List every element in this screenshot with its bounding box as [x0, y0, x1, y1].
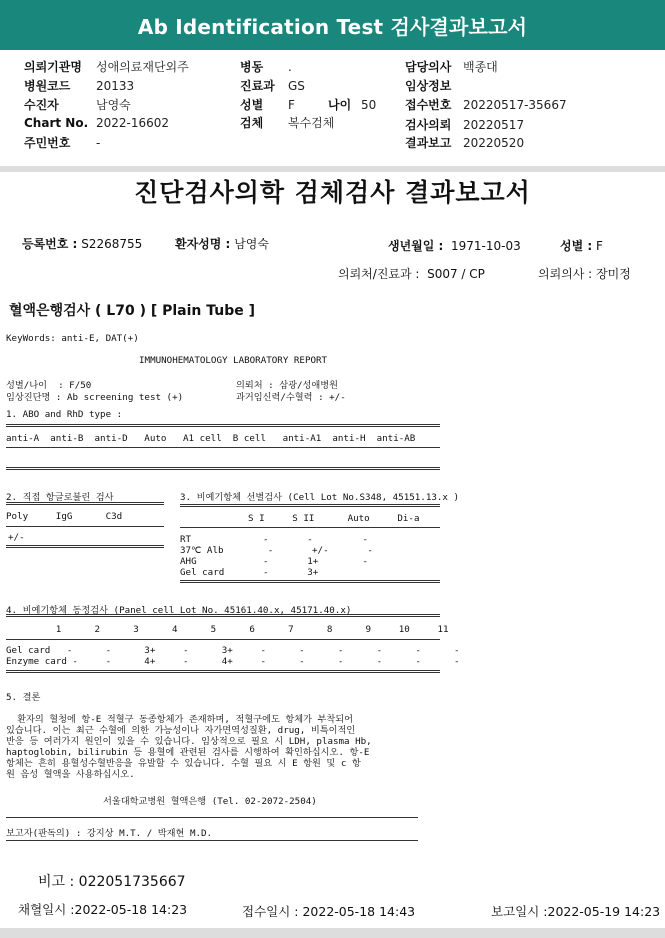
- doctor-row: [405, 58, 498, 75]
- reg-value: S2268755: [81, 237, 143, 251]
- note: [38, 871, 186, 891]
- conclusion-line: haptoglobin, bilirubin 등 용혈에 관련된 검사를 시행하여 확인하십시오. 항-E: [6, 747, 370, 758]
- rrn-row: [24, 134, 100, 151]
- panel-row: Gel card - - 3+ - 3+ - - - - - -: [6, 645, 460, 656]
- dat-header: Poly IgG C3d: [6, 511, 123, 522]
- conclusion-line: 반응 등 여러가지 원인이 있을 수 있습니다. 임상적으로 필요 시 LDH, plasma Hb,: [6, 736, 372, 747]
- reporter: 보고자(판독의) : 강지상 M.T. / 박재현 M.D.: [6, 828, 213, 839]
- receipt-row: [405, 96, 567, 113]
- rule: [180, 504, 440, 507]
- dat-value: +/-: [8, 532, 25, 543]
- pregnancy-transfusion-history: 과거임신력/수혈력 : +/-: [236, 392, 346, 403]
- rule: [6, 817, 418, 818]
- patient-value: 남영숙: [96, 98, 131, 112]
- rule: [6, 614, 440, 617]
- age-value: 50: [361, 98, 377, 112]
- rdept-label: 의뢰처/진료과 :: [338, 267, 420, 281]
- rule: [6, 639, 440, 640]
- hospital-code-label: 병원코드: [24, 79, 71, 93]
- report-title: 진단검사의학 검체검사 결과보고서: [134, 178, 531, 207]
- receipt-value: 20220517-35667: [463, 98, 567, 112]
- rule: [6, 840, 418, 841]
- patient-row: [24, 96, 131, 113]
- patient-label: 수진자: [24, 98, 59, 112]
- section-2-title: 2. 직접 항글로불린 검사: [6, 492, 114, 503]
- registration-number: [22, 235, 142, 252]
- bottom-bar: [0, 928, 665, 938]
- clinical-diagnosis: 임상진단명 : Ab screening test (+): [6, 392, 184, 403]
- doctor-value: 백종대: [463, 60, 498, 74]
- clinical-row: [405, 77, 463, 94]
- report-sex: [560, 237, 603, 254]
- rrn-label: 주민번호: [24, 136, 71, 150]
- ward-label: 병동: [240, 60, 264, 74]
- ward-value: .: [288, 60, 292, 74]
- sex-label: 성별: [240, 98, 264, 112]
- rule: [6, 670, 440, 673]
- dept-row: [240, 77, 305, 94]
- age-label: 나이: [328, 98, 352, 112]
- ward-row: [240, 58, 292, 75]
- conclusion-line: 항체는 흔히 용혈성수혈반응을 유발할 수 있습니다. 수혈 필요 시 E 항원 및 c 항: [6, 758, 361, 769]
- requesting-dept: [338, 265, 485, 282]
- clinical-label: 임상정보: [405, 79, 452, 93]
- conclusion-line: 원 음성 혈액을 사용하십시오.: [6, 769, 135, 780]
- conclusion-line: 환자의 혈청에 항-E 적혈구 동종항체가 존재하며, 적혈구에도 항체가 부착되어: [6, 714, 354, 725]
- rule: [180, 527, 440, 528]
- header-title: Ab Identification Test 검사결과보고서: [0, 0, 665, 50]
- rrn-value: -: [96, 136, 101, 150]
- screening-row: AHG - 1+ -: [180, 556, 369, 567]
- doctor-label: 담당의사: [405, 60, 452, 74]
- rdoc-label: 의뢰의사 :: [538, 267, 593, 281]
- request-value: 20220517: [463, 118, 525, 132]
- request-row: [405, 116, 524, 133]
- section-4-title: 4. 비예기항체 동정검사 (Panel cell Lot No. 45161.40.x, 45171.40.x): [6, 605, 352, 616]
- dob-label: 생년월일 :: [388, 239, 444, 253]
- collection-time: 채혈일시 :2022-05-18 14:23: [18, 902, 188, 917]
- reg-label: 등록번호 :: [22, 237, 78, 251]
- sex-age: 성별/나이 : F/50: [6, 380, 92, 391]
- report-time: 보고일시 :2022-05-19 14:23: [491, 904, 661, 919]
- rsex-label: 성별 :: [560, 239, 593, 253]
- receipt-time: 접수일시 : 2022-05-18 14:43: [242, 904, 416, 919]
- rule: [180, 580, 440, 583]
- keywords: KeyWords: anti-E, DAT(+): [6, 333, 139, 344]
- specimen-value: 복수검체: [288, 116, 335, 130]
- lab-report-title: IMMUNOHEMATOLOGY LABORATORY REPORT: [139, 355, 328, 366]
- patient-name: [175, 235, 269, 252]
- name-label: 환자성명 :: [175, 237, 231, 251]
- chart-row: [24, 116, 169, 130]
- note-value: 022051735667: [78, 874, 186, 890]
- rule: [6, 447, 440, 448]
- birth-date: [388, 237, 521, 254]
- specimen-label: 검체: [240, 116, 264, 130]
- institution-row: [24, 58, 189, 75]
- dept-value: GS: [288, 79, 305, 93]
- chart-label: Chart No.: [24, 116, 89, 130]
- specimen-row: [240, 114, 334, 131]
- hospital-code-row: [24, 77, 134, 94]
- lab-requester: 의뢰처 : 삼광/성애병원: [236, 380, 339, 391]
- sex-row: [240, 96, 376, 113]
- rdoc-value: 장미정: [596, 267, 631, 281]
- report-date-value: 20220520: [463, 136, 525, 150]
- conclusion-line: 있습니다. 이는 최근 수혈에 의한 가능성이나 자가면역성질환, drug, 비특이적인: [6, 725, 356, 736]
- sex-value: F: [288, 98, 295, 112]
- receipt-label: 접수번호: [405, 98, 452, 112]
- request-label: 검사의뢰: [405, 118, 452, 132]
- screening-header: S I S II Auto Di-a: [248, 513, 420, 524]
- section-divider: [0, 166, 665, 172]
- institution-label: 의뢰기관명: [24, 60, 82, 74]
- rule: [6, 424, 440, 427]
- hospital-code-value: 20133: [96, 79, 135, 93]
- section-5-title: 5. 결론: [6, 692, 41, 703]
- note-label: 비고 :: [38, 874, 75, 890]
- abo-header: anti-A anti-B anti-D Auto A1 cell B cell anti-A1 anti-H anti-AB: [6, 433, 416, 444]
- rule: [6, 502, 164, 505]
- rsex-value: F: [596, 239, 603, 253]
- rule: [6, 467, 440, 470]
- request-info-box: [0, 50, 665, 166]
- requesting-doctor: [538, 265, 631, 282]
- screening-row: RT - - -: [180, 534, 369, 545]
- screening-row: 37℃ Alb - +/- -: [180, 545, 373, 556]
- blood-bank-contact: 서울대학교병원 혈액은행 (Tel. 02-2072-2504): [103, 796, 317, 807]
- rule: [6, 526, 164, 527]
- report-date-label: 결과보고: [405, 136, 452, 150]
- rule: [6, 545, 164, 548]
- section-3-title: 3. 비예기항체 선별검사 (Cell Lot No.S348, 45151.13.x ): [180, 492, 460, 503]
- test-title: 혈액은행검사 ( L70 ) [ Plain Tube ]: [9, 303, 256, 319]
- panel-header: 1 2 3 4 5 6 7 8 9 10 11: [6, 624, 449, 635]
- institution-value: 성애의료재단외주: [96, 60, 189, 74]
- name-value: 남영숙: [234, 237, 269, 251]
- panel-row: Enzyme card - - 4+ - 4+ - - - - - -: [6, 656, 460, 667]
- dob-value: 1971-10-03: [451, 239, 521, 253]
- chart-value: 2022-16602: [96, 116, 170, 130]
- dept-label: 진료과: [240, 79, 275, 93]
- report-date-row: [405, 134, 524, 151]
- screening-row: Gel card - 3+: [180, 567, 319, 578]
- section-1-title: 1. ABO and RhD type :: [6, 409, 123, 420]
- rdept-value: S007 / CP: [427, 267, 485, 281]
